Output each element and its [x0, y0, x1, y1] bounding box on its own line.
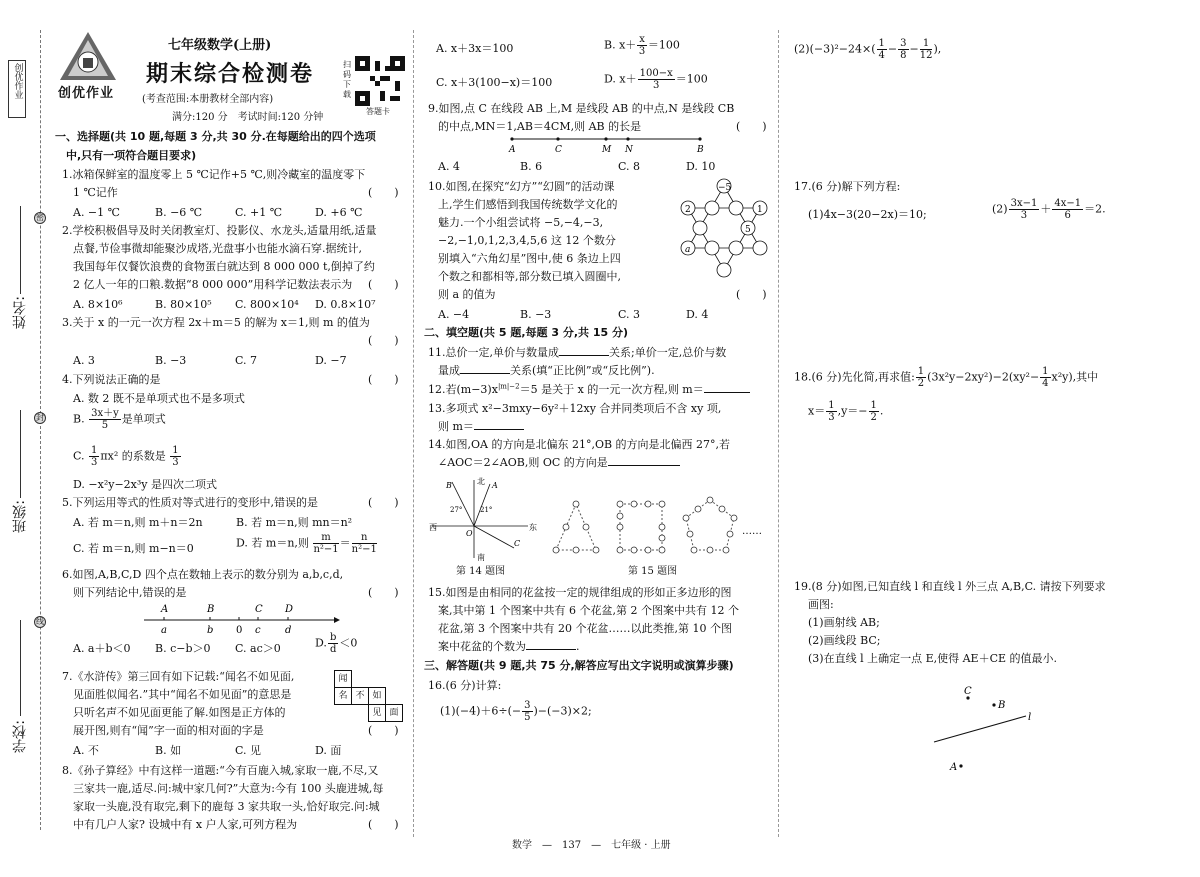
- q9-option-a[interactable]: A. 4: [438, 160, 460, 173]
- q9-text: 9.如图,点 C 在线段 AB 上,M 是线段 AB 的中点,N 是线段 CB: [428, 102, 735, 115]
- q2-option-a[interactable]: A. 8×10⁶: [73, 298, 123, 311]
- q8-answer-paren[interactable]: ( ): [368, 818, 399, 831]
- scope-text: (考查范围:本册教材全部内容): [142, 94, 274, 105]
- nl-val-a: a: [161, 625, 167, 636]
- compass-o: O: [466, 529, 473, 538]
- seg-label-b: B: [697, 145, 704, 154]
- compass-angle-27: 27°: [450, 506, 463, 514]
- seg-label-n: N: [625, 145, 633, 154]
- q4c-fraction: $\frac{1}{3}$: [91, 445, 98, 468]
- cube-net: [334, 670, 406, 724]
- qr-side-label: 扫码下载: [343, 60, 351, 99]
- q7-option-c[interactable]: C. 见: [235, 744, 262, 757]
- q6-option-c[interactable]: C. ac＞0: [235, 642, 281, 655]
- q10-text-6: 个数之和都相等,部分数已填入圆圈中,: [438, 270, 621, 283]
- q8-text-3: 家取一头鹿,没有取完,剩下的鹿每 3 家共取一头,恰好取完.问:城: [73, 800, 380, 813]
- q17-answer-area[interactable]: [792, 236, 1172, 356]
- brand-name: 创优作业: [58, 86, 115, 101]
- q4-text: 4.下列说法正确的是: [62, 373, 161, 386]
- seg-label-a: A: [509, 145, 516, 154]
- q17-part1: (1)4x−3(20−2x)＝10;: [808, 208, 927, 221]
- cube-face-jian: 见: [368, 704, 386, 722]
- name-field[interactable]: [20, 206, 21, 294]
- seg-label-c: C: [555, 145, 562, 154]
- q15-text-3: 花盆,第 3 个图案中共有 20 个花盆……以此类推,第 10 个图: [438, 622, 732, 635]
- q10-option-b[interactable]: B. −3: [520, 308, 552, 321]
- q19-figure[interactable]: [920, 680, 1050, 780]
- q1-option-a[interactable]: A. −1 ℃: [73, 206, 120, 219]
- q6-option-a[interactable]: A. a＋b＜0: [73, 642, 131, 655]
- q8-text: 8.《孙子算经》中有这样一道题:“今有百鹿入城,家取一鹿,不尽,又: [62, 764, 379, 777]
- nl-val-c: c: [255, 625, 261, 636]
- column-divider-2: [778, 30, 779, 837]
- q8-option-a[interactable]: A. x＋3x＝100: [436, 42, 514, 55]
- q19-text-2: 画图:: [808, 598, 834, 611]
- star-a-value: a: [685, 245, 691, 255]
- q11-blank-2[interactable]: [460, 373, 510, 374]
- q18-answer-area[interactable]: [792, 432, 1172, 572]
- q15-text-4: 案中花盆的个数为 .: [438, 640, 580, 653]
- q19-step-3: (3)在直线 l 上确定一点 E,使得 AE＋CE 的值最小.: [808, 652, 1058, 665]
- q7-text-2: 见面胜似闻名.”其中“闻名不如见面”的意思是: [73, 688, 292, 701]
- q14-compass-figure: [428, 476, 540, 562]
- q8-option-d[interactable]: D. x＋ $\frac{100-x}{3}$ ＝100: [604, 68, 708, 91]
- q9-option-c[interactable]: C. 8: [618, 160, 641, 173]
- score-text: 满分:120 分 考试时间:120 分钟: [172, 112, 324, 123]
- q3-option-c[interactable]: C. 7: [235, 354, 258, 367]
- compass-a: A: [492, 481, 498, 490]
- q14-text-2: ∠AOC＝2∠AOB,则 OC 的方向是: [438, 454, 680, 471]
- q16-part1: (1)(−4)＋6÷(− $\frac{3}{5}$ )−(−3)×2;: [440, 700, 592, 723]
- q10-option-c[interactable]: C. 3: [618, 308, 641, 321]
- compass-north: 北: [477, 477, 485, 486]
- q5-option-c[interactable]: C. 若 m＝n,则 m−n＝0: [73, 542, 194, 555]
- class-label: 班级:: [12, 500, 28, 533]
- q3-option-a[interactable]: A. 3: [73, 354, 95, 367]
- school-label: 学校:: [12, 720, 28, 753]
- qr-caption: 答题卡: [366, 107, 390, 116]
- q18-values: x＝ $\frac{1}{3}$ ,y＝− $\frac{1}{2}$ .: [808, 400, 884, 423]
- seg-label-m: M: [602, 145, 612, 154]
- q13-text-2: 则 m＝: [438, 418, 524, 435]
- class-field[interactable]: [20, 410, 21, 498]
- compass-south: 南: [477, 553, 485, 562]
- q12-blank[interactable]: [704, 392, 750, 393]
- q15-blank[interactable]: [526, 649, 576, 650]
- q9-text-2: 的中点,MN＝1,AB＝4CM,则 AB 的长是: [438, 120, 642, 133]
- q8-text-2: 三家共一鹿,适尽.问:城中家几何?”大意为:今有 100 头鹿进城,每: [73, 782, 384, 795]
- q10-text-4: −2,−1,0,1,2,3,4,5,6 这 12 个数分: [438, 234, 616, 247]
- point-c-label: C: [964, 686, 972, 697]
- nl-label-d-cap: D: [285, 604, 294, 615]
- q6-option-b[interactable]: B. c−b＞0: [155, 642, 211, 655]
- q13-blank[interactable]: [474, 429, 524, 430]
- q7-option-d[interactable]: D. 面: [315, 744, 342, 757]
- q7-text-3: 只听名声不如见面更能了解.如图是正方体的: [73, 706, 286, 719]
- q19-step-1: (1)画射线 AB;: [808, 616, 880, 629]
- q2-answer-paren[interactable]: ( ): [368, 278, 399, 291]
- q9-answer-paren[interactable]: ( ): [736, 120, 767, 133]
- q6-number-line: [142, 602, 342, 636]
- compass-west: 西: [429, 523, 437, 532]
- q10-option-d[interactable]: D. 4: [686, 308, 709, 321]
- binding-line: [40, 30, 41, 830]
- q3-text: 3.关于 x 的一元一次方程 2x＋m＝5 的解为 x＝1,则 m 的值为: [62, 316, 370, 329]
- cube-face-bu: 不: [351, 687, 369, 705]
- q16-answer-area[interactable]: [428, 740, 768, 830]
- q12-text: 12.若$(m-3)x^{|m|-2}=5$ 是关于 x 的一元一次方程,则 m＝: [428, 381, 750, 398]
- q7-answer-paren[interactable]: ( ): [368, 724, 399, 737]
- q4c-fraction-2: $\frac{1}{3}$: [172, 445, 179, 468]
- q7-text: 7.《水浒传》第三回有如下记载:“闻名不如见面,: [62, 670, 295, 683]
- column-divider-1: [413, 30, 414, 837]
- q5-option-d[interactable]: D. 若 m＝n,则 $\frac{m}{\text{n²−1}}$ ＝ $\frac{n}{\text{n²−1}}$: [236, 532, 377, 555]
- point-a-label: A: [950, 762, 958, 773]
- star-right-value: 1: [757, 205, 763, 215]
- q2-option-d[interactable]: D. 0.8×10⁷: [315, 298, 376, 311]
- q3-option-d[interactable]: D. −7: [315, 354, 347, 367]
- q17-text: 17.(6 分)解下列方程:: [794, 180, 901, 193]
- q2-text-2: 点餐,节俭事微却能聚沙成塔,光盘事小也能水滴石穿.据统计,: [73, 242, 362, 255]
- q9-option-d[interactable]: D. 10: [686, 160, 716, 173]
- q5-option-b[interactable]: B. 若 m＝n,则 mn＝n²: [236, 516, 353, 529]
- section2-title: 二、填空题(共 5 题,每题 3 分,共 15 分): [424, 326, 629, 339]
- q19-text: 19.(8 分)如图,已知直线 l 和直线 l 外三点 A,B,C. 请按下列要求: [794, 580, 1106, 593]
- page-footer: 数学 — 137 — 七年级 · 上册: [512, 840, 671, 851]
- nl-val-d: d: [285, 625, 292, 636]
- q8-text-4: 中有几户人家? 设城中有 x 户人家,可列方程为: [73, 818, 298, 831]
- q3-answer-paren[interactable]: ( ): [368, 334, 399, 347]
- q10-option-a[interactable]: A. −4: [438, 308, 470, 321]
- page-title: 期末综合检测卷: [146, 62, 315, 87]
- q15-ellipsis: ……: [742, 526, 762, 537]
- q7-text-4: 展开图,则有“闻”字一面的相对面的字是: [73, 724, 264, 737]
- q9-option-b[interactable]: B. 6: [520, 160, 543, 173]
- q9-segment-figure: [508, 134, 708, 154]
- compass-east: 东: [529, 523, 537, 532]
- cube-face-mian: 面: [385, 704, 403, 722]
- seal-char-2: 封: [36, 413, 44, 422]
- q10-answer-paren[interactable]: ( ): [736, 288, 767, 301]
- point-b-label: B: [998, 700, 1006, 711]
- name-label: 姓名:: [12, 296, 28, 329]
- q2-text-4: 2 亿人一年的口粮.数据“8 000 000”用科学记数法表示为: [73, 278, 353, 291]
- q6-text-2: 则下列结论中,错误的是: [73, 586, 187, 599]
- q10-text-3: 魅力.一个小组尝试将 −5,−4,−3,: [438, 216, 604, 229]
- q10-text: 10.如图,在探究“幻方”“幻圆”的活动课: [428, 180, 615, 193]
- q8-option-c[interactable]: C. x＋3(100−x)＝100: [436, 76, 553, 89]
- q15-text: 15.如图是由相同的花盆按一定的规律组成的形如正多边形的图: [428, 586, 732, 599]
- star-mid-value: 5: [745, 225, 751, 235]
- q4-answer-paren[interactable]: ( ): [368, 373, 399, 386]
- school-field[interactable]: [20, 620, 21, 716]
- q4-option-d[interactable]: D. −x²y−2x³y 是四次二项式: [73, 478, 218, 491]
- q3-option-b[interactable]: B. −3: [155, 354, 187, 367]
- q1-option-d[interactable]: D. +6 ℃: [315, 206, 363, 219]
- brand-logo: [56, 30, 120, 82]
- q19-step-2: (2)画线段 BC;: [808, 634, 881, 647]
- q2-option-b[interactable]: B. 80×10⁵: [155, 298, 212, 311]
- q15-flowerpot-pattern: [546, 494, 770, 560]
- q11-text-2: 量成 关系(填“正比例”或“反比例”).: [438, 364, 655, 377]
- q4-option-c[interactable]: C. $\frac{1}{3}$ πx² 的系数是 $\frac{1}{3}$: [73, 445, 179, 468]
- qr-code-icon[interactable]: [355, 56, 405, 106]
- q2-text-3: 我国每年仅餐饮浪费的食物蛋白就达到 8 000 000 t,倒掉了约: [73, 260, 375, 273]
- q10-text-7: 则 a 的值为: [438, 288, 496, 301]
- fig15-caption: 第 15 题图: [628, 566, 678, 577]
- q11-blank-1[interactable]: [559, 355, 609, 356]
- cube-face-ru: 如: [368, 687, 386, 705]
- q5-answer-paren[interactable]: ( ): [368, 496, 399, 509]
- q16-text: 16.(6 分)计算:: [428, 679, 502, 692]
- cube-face-wen: 闻: [334, 670, 352, 688]
- q6-text: 6.如图,A,B,C,D 四个点在数轴上表示的数分别为 a,b,c,d,: [62, 568, 344, 581]
- q6-answer-paren[interactable]: ( ): [368, 586, 399, 599]
- side-tag: 创优作业: [8, 60, 26, 118]
- q7-option-b[interactable]: B. 如: [155, 744, 182, 757]
- q4-option-b[interactable]: B. $\frac{3x+y}{5}$ 是单项式: [73, 408, 166, 431]
- compass-b: B: [446, 481, 452, 490]
- compass-angle-21: 21°: [480, 506, 493, 514]
- q6-option-d[interactable]: D. $\frac{b}{d}$ ＜0: [315, 632, 358, 655]
- compass-c: C: [514, 539, 521, 548]
- q5-text: 5.下列运用等式的性质对等式进行的变形中,错误的是: [62, 496, 318, 509]
- star-left-value: 2: [685, 205, 691, 215]
- subject-title: 七年级数学(上册): [168, 38, 272, 53]
- q1-text: 1.冰箱保鲜室的温度零上 5 ℃记作+5 ℃,则冷藏室的温度零下: [62, 168, 366, 181]
- nl-label-a-cap: A: [161, 604, 169, 615]
- q11-text: 11.总价一定,单价与数量成 关系;单价一定,总价与数: [428, 346, 727, 359]
- q16-part2: (2)(−3)²−24×( $\frac{1}{4}$ − $\frac{3}{8}$ − $\frac{1}{12}$ ),: [794, 38, 942, 61]
- line-l-label: l: [1028, 712, 1032, 723]
- q1-option-b[interactable]: B. −6 ℃: [155, 206, 203, 219]
- q7-option-a[interactable]: A. 不: [73, 744, 99, 757]
- q10-magic-star: [672, 176, 776, 280]
- q5-option-a[interactable]: A. 若 m＝n,则 m＋n＝2n: [73, 516, 203, 529]
- section3-title: 三、解答题(共 9 题,共 75 分,解答应写出文字说明或演算步骤): [424, 659, 734, 672]
- q10-text-2: 上,学生们感悟到我国传统数学文化的: [438, 198, 618, 211]
- q2-text: 2.学校积极倡导及时关闭教室灯、投影仪、水龙头,适量用纸,适量: [62, 224, 377, 237]
- q18-text: 18.(6 分)先化简,再求值: $\frac{1}{2}$ (3x²y−2xy²)−2(xy²− $\frac{1}{4}$ x²y),其中: [794, 366, 1099, 389]
- seal-char-3: 线: [36, 617, 44, 626]
- seal-char-1: 密: [36, 213, 44, 222]
- nl-label-c-cap: C: [255, 604, 263, 615]
- section1-title: 一、选择题(共 10 题,每题 3 分,共 30 分.在每题给出的四个选项: [55, 130, 376, 143]
- cube-face-ming: 名: [334, 687, 352, 705]
- q16-part2-answer-area[interactable]: [792, 70, 1172, 170]
- q10-text-5: 别填入“六角幻星”图中,使 6 条边上四: [438, 252, 621, 265]
- q1-option-c[interactable]: C. +1 ℃: [235, 206, 283, 219]
- q14-blank[interactable]: [608, 465, 680, 466]
- star-top-value: −5: [718, 183, 732, 193]
- q4-option-a[interactable]: A. 数 2 既不是单项式也不是多项式: [73, 392, 245, 405]
- q1-text-2: 1 ℃记作: [73, 186, 118, 199]
- q17-part2: (2) $\frac{3x-1}{3}$ ＋ $\frac{4x-1}{6}$ ＝2.: [992, 198, 1106, 221]
- fig14-caption: 第 14 题图: [456, 566, 506, 577]
- q4b-fraction: $\frac{3x+y}{5}$: [91, 408, 119, 431]
- q13-text: 13.多项式 x²−3mxy−6y²＋12xy 合并同类项后不含 xy 项,: [428, 402, 722, 415]
- section1-title-line2: 中,只有一项符合题目要求): [66, 149, 197, 162]
- nl-val-zero: 0: [236, 625, 243, 636]
- q1-answer-paren[interactable]: ( ): [368, 186, 399, 199]
- q15-text-2: 案,其中第 1 个图案中共有 6 个花盆,第 2 个图案中共有 12 个: [438, 604, 739, 617]
- nl-val-b: b: [207, 625, 214, 636]
- nl-label-b-cap: B: [207, 604, 215, 615]
- q8-option-b[interactable]: B. x＋ $\frac{x}{3}$ ＝100: [604, 34, 680, 57]
- q14-text: 14.如图,OA 的方向是北偏东 21°,OB 的方向是北偏西 27°,若: [428, 438, 731, 451]
- q2-option-c[interactable]: C. 800×10⁴: [235, 298, 299, 311]
